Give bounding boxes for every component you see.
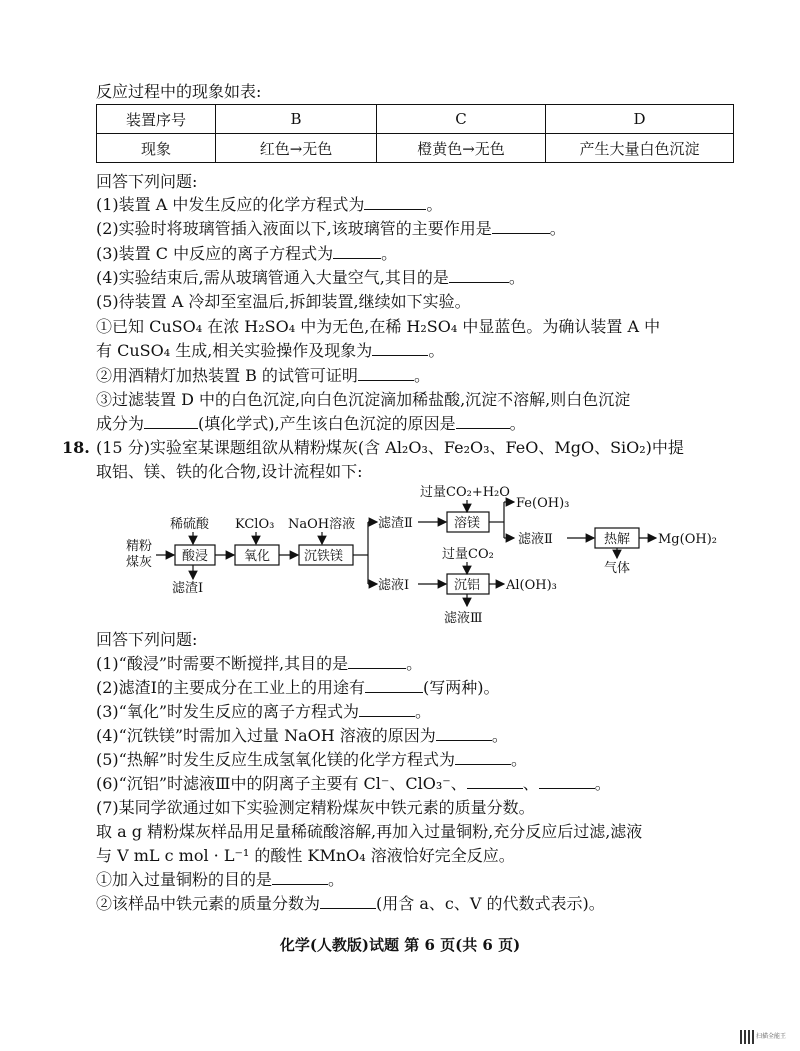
answer-blank[interactable] (359, 702, 415, 717)
answer-blank[interactable] (539, 774, 595, 789)
table-cell: 红色→无色 (216, 134, 377, 163)
flow-label-reagent: KClO₃ (235, 517, 275, 532)
q17-4 (96, 268, 525, 288)
answer-blank[interactable] (467, 774, 523, 789)
flow-label-reagent: 稀硫酸 (170, 517, 210, 532)
q18-2 (96, 678, 500, 698)
q-text: 。 (511, 750, 528, 769)
flow-label-reagent: 过量CO₂+H₂O (420, 485, 510, 500)
q17-1 (96, 195, 442, 215)
q18-7-2 (96, 894, 605, 914)
flow-box-label: 溶镁 (454, 516, 481, 531)
q17-5: (5)待装置 A 冷却至室温后,拆卸装置,继续如下实验。 (96, 292, 471, 311)
q18-1 (96, 654, 422, 674)
q-text: (2)滤渣Ⅰ的主要成分在工业上的用途有 (96, 678, 365, 697)
answer-blank[interactable] (455, 750, 511, 765)
question-number: 18. (62, 438, 90, 457)
q-text: (3)“氧化”时发生反应的离子方程式为 (96, 702, 360, 721)
flow-label-filtrate: 滤液Ⅲ (444, 611, 483, 626)
table-header-row (97, 105, 734, 134)
flow-box-label: 热解 (604, 532, 631, 547)
q-text: (2)实验时将玻璃管插入液面以下,该玻璃管的主要作用是 (96, 219, 492, 238)
answer-blank[interactable] (333, 244, 381, 259)
q-text: 。 (508, 268, 525, 287)
table-intro: 反应过程中的现象如表: (96, 82, 262, 101)
flow-label-reagent: NaOH溶液 (288, 517, 356, 532)
answer-blank[interactable] (456, 414, 510, 429)
q18-5 (96, 750, 527, 770)
flow-box-label: 沉铝 (454, 578, 481, 593)
answer-blank[interactable] (272, 870, 328, 885)
q17-5-1a: ①已知 CuSO₄ 在浓 H₂SO₄ 中为无色,在稀 H₂SO₄ 中显蓝色。为确认装置 A 中 (96, 317, 661, 336)
q-text: 成分为 (96, 414, 145, 433)
q17-5-3b (96, 414, 526, 434)
flow-label-filtrate: 滤液Ⅰ (378, 578, 410, 593)
q18-answer-prompt: 回答下列问题: (96, 630, 198, 649)
table-row (97, 134, 734, 163)
flow-label-reagent: 过量CO₂ (442, 547, 494, 562)
table-cell: B (216, 105, 377, 134)
answer-blank[interactable] (144, 414, 198, 429)
q17-2 (96, 219, 566, 239)
flow-box-label: 氧化 (244, 549, 271, 564)
flow-label-filtrate: 滤液Ⅱ (518, 532, 553, 547)
q18-7-text-a: 取 a g 精粉煤灰样品用足量稀硫酸溶解,再加入过量铜粉,充分反应后过滤,滤液 (96, 822, 643, 841)
q-text: (5)“热解”时发生反应生成氢氧化镁的化学方程式为 (96, 750, 456, 769)
q18-stem-2: 取铝、镁、铁的化合物,设计流程如下: (96, 462, 363, 481)
q-text: (1)“酸浸”时需要不断搅拌,其目的是 (96, 654, 349, 673)
q-text: (3)装置 C 中反应的离子方程式为 (96, 244, 334, 263)
q-text: (用含 a、c、V 的代数式表示)。 (376, 894, 605, 913)
q-text: (1)装置 A 中发生反应的化学方程式为 (96, 195, 365, 214)
scanner-watermark-text: 扫描全能王 (756, 1033, 787, 1040)
q-text: (6)“沉铝”时滤液Ⅲ中的阴离子主要有 Cl⁻、ClO₃⁻、 (96, 774, 467, 793)
answer-blank[interactable] (358, 366, 414, 381)
q-text: 。 (594, 774, 611, 793)
q-text: 。 (549, 219, 566, 238)
answer-blank[interactable] (492, 219, 550, 234)
flow-label-feed: 煤灰 (126, 555, 153, 570)
q-text: 。 (328, 870, 345, 889)
q18-7: (7)某同学欲通过如下实验测定精粉煤灰中铁元素的质量分数。 (96, 798, 535, 817)
flow-box-label: 沉铁镁 (304, 549, 344, 564)
answer-blank[interactable] (372, 341, 428, 356)
q18-3 (96, 702, 431, 722)
q-text: (填化学式),产生该白色沉淀的原因是 (198, 414, 456, 433)
q-text: 。 (509, 414, 526, 433)
process-flow-diagram (120, 478, 740, 628)
q18-stem-1: (15 分)实验室某课题组欲从精粉煤灰(含 Al₂O₃、Fe₂O₃、FeO、MgO、SiO₂)中提 (96, 438, 684, 457)
flow-label-product: Al(OH)₃ (506, 578, 557, 593)
q-text: 。 (426, 195, 443, 214)
table-cell: 现象 (97, 134, 216, 163)
table-cell: 橙黄色→无色 (377, 134, 546, 163)
q17-answer-prompt: 回答下列问题: (96, 172, 198, 191)
table-cell: D (546, 105, 734, 134)
q18-7-text-b: 与 V mL c mol · L⁻¹ 的酸性 KMnO₄ 溶液恰好完全反应。 (96, 846, 515, 865)
scanner-watermark-icon (740, 1030, 754, 1044)
q-text: 。 (413, 366, 430, 385)
flow-label-residue: 滤渣Ⅱ (378, 516, 413, 531)
table-cell: 装置序号 (97, 105, 216, 134)
q18-7-1 (96, 870, 344, 890)
flow-label-product: 气体 (604, 561, 631, 576)
q-text: 。 (428, 341, 445, 360)
q-text: (写两种)。 (423, 678, 500, 697)
answer-blank[interactable] (348, 654, 406, 669)
table-cell: C (377, 105, 546, 134)
q-text: 。 (415, 702, 432, 721)
answer-blank[interactable] (365, 678, 423, 693)
table-cell: 产生大量白色沉淀 (546, 134, 734, 163)
flow-label-product: Mg(OH)₂ (658, 532, 717, 547)
q-text: 。 (381, 244, 398, 263)
q17-5-1b (96, 341, 444, 361)
q18-4 (96, 726, 508, 746)
q18-6 (96, 774, 611, 794)
q-text: (4)“沉铁镁”时需加入过量 NaOH 溶液的原因为 (96, 726, 436, 745)
q17-5-2 (96, 366, 430, 386)
q-text: 。 (491, 726, 508, 745)
observation-table (96, 104, 734, 163)
answer-blank[interactable] (364, 195, 426, 210)
q-text: 有 CuSO₄ 生成,相关实验操作及现象为 (96, 341, 373, 360)
flow-label-product: Fe(OH)₃ (516, 496, 570, 511)
answer-blank[interactable] (436, 726, 492, 741)
answer-blank[interactable] (449, 268, 509, 283)
page-footer: 化学(人教版)试题 第 6 页(共 6 页) (279, 936, 521, 954)
answer-blank[interactable] (320, 894, 376, 909)
q17-5-3a: ③过滤装置 D 中的白色沉淀,向白色沉淀滴加稀盐酸,沉淀不溶解,则白色沉淀 (96, 390, 631, 409)
q-text: 、 (522, 774, 539, 793)
flow-label-feed: 精粉 (126, 539, 153, 554)
q-text: ②用酒精灯加热装置 B 的试管可证明 (96, 366, 358, 385)
q-text: 。 (406, 654, 423, 673)
flow-box-label: 酸浸 (182, 549, 209, 564)
flow-label-residue: 滤渣Ⅰ (172, 581, 204, 596)
q-text: (4)实验结束后,需从玻璃管通入大量空气,其目的是 (96, 268, 449, 287)
q17-3 (96, 244, 397, 264)
q-text: ②该样品中铁元素的质量分数为 (96, 894, 321, 913)
q-text: ①加入过量铜粉的目的是 (96, 870, 273, 889)
